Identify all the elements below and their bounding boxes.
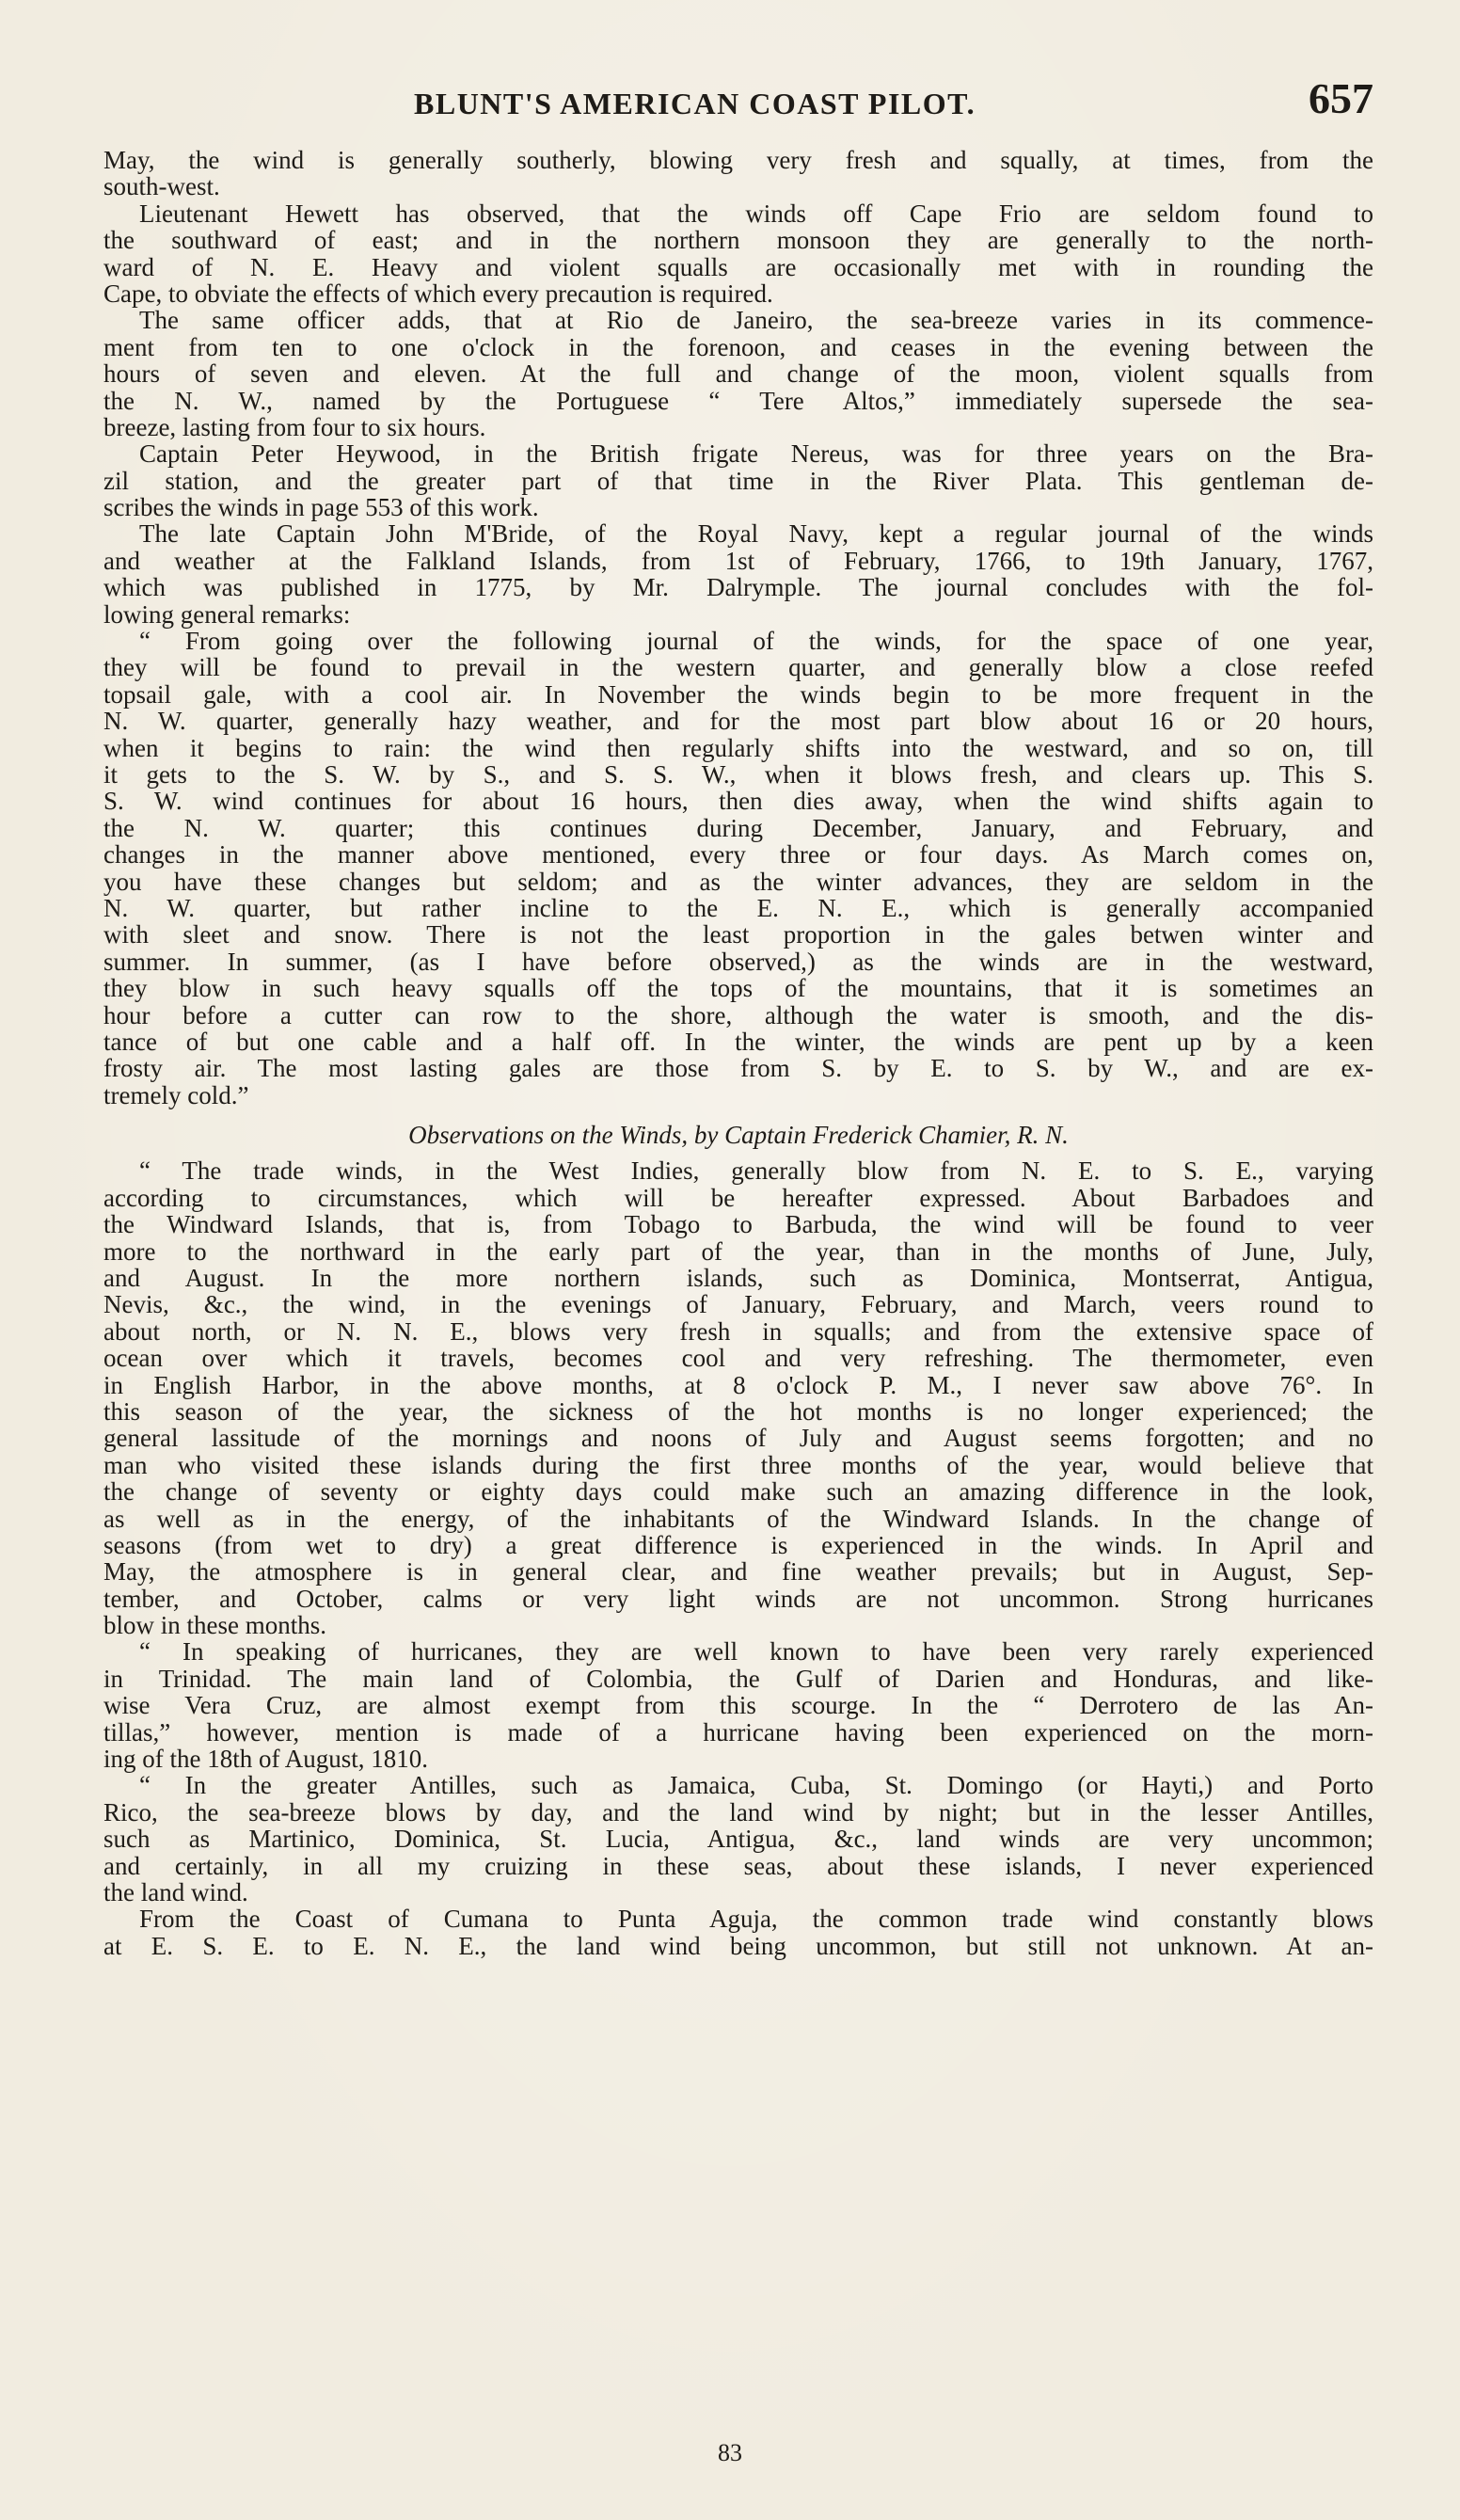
text-line: as well as in the energy, of the inhabitants of the Windward Islands. In the change of bbox=[103, 1504, 1373, 1533]
text-line: lowing general remarks: bbox=[103, 599, 351, 629]
text-line: “ In the greater Antilles, such as Jamaica, Cuba, St. Domingo (or Hayti,) and Porto bbox=[139, 1771, 1373, 1800]
text-line: the N. W. quarter; this continues during December, January, and February, and bbox=[103, 813, 1373, 842]
body-text bbox=[103, 147, 1373, 1959]
text-line: the N. W., named by the Portuguese “ Tere Altos,” immediately supersede the sea- bbox=[103, 386, 1373, 415]
text-line: they blow in such heavy squalls off the tops of the mountains, that it is sometimes an bbox=[103, 974, 1373, 1003]
text-line: the southward of east; and in the northern monsoon they are generally to the north- bbox=[103, 226, 1373, 255]
text-line: hour before a cutter can row to the shore, although the water is smooth, and the dis- bbox=[103, 1000, 1373, 1029]
text-line: and certainly, in all my cruizing in these seas, about these islands, I never experienced bbox=[103, 1851, 1373, 1880]
text-line: according to circumstances, which will be hereafter expressed. About Barbadoes and bbox=[103, 1183, 1373, 1212]
text-line: Cape, to obviate the effects of which every precaution is required. bbox=[103, 279, 773, 308]
text-line: May, the atmosphere is in general clear, and fine weather prevails; but in August, Sep- bbox=[103, 1557, 1373, 1587]
text-line: hours of seven and eleven. At the full and change of the moon, violent squalls from bbox=[103, 359, 1373, 389]
page-header bbox=[103, 73, 1373, 130]
text-line: with sleet and snow. There is not the least proportion in the gales betwen winter and bbox=[103, 920, 1373, 949]
text-line: Lieutenant Hewett has observed, that the winds off Cape Frio are seldom found to bbox=[139, 199, 1373, 228]
text-line: The same officer adds, that at Rio de Janeiro, the sea-breeze varies in its commence- bbox=[139, 306, 1373, 335]
text-line: such as Martinico, Dominica, St. Lucia, Antigua, &c., land winds are very uncommon; bbox=[103, 1825, 1373, 1854]
text-line: the land wind. bbox=[103, 1878, 248, 1906]
text-line: “ The trade winds, in the West Indies, generally blow from N. E. to S. E., varying bbox=[139, 1156, 1373, 1186]
text-line: this season of the year, the sickness of the hot months is no longer experienced; the bbox=[103, 1396, 1373, 1426]
text-line: N. W. quarter, but rather incline to the E. N. E., which is generally accompanied bbox=[103, 893, 1373, 922]
text-line: which was published in 1775, by Mr. Dalrymple. The journal concludes with the fol- bbox=[103, 573, 1373, 602]
text-line: in English Harbor, in the above months, at 8 o'clock P. M., I never saw above 76°. In bbox=[103, 1370, 1373, 1399]
text-line: ing of the 18th of August, 1810. bbox=[103, 1745, 428, 1774]
text-line: tance of but one cable and a half off. In the winter, the winds are pent up by a keen bbox=[103, 1027, 1373, 1056]
text-line: you have these changes but seldom; and as the winter advances, they are seldom in the bbox=[103, 867, 1373, 896]
text-line: general lassitude of the mornings and noons of July and August seems forgotten; and no bbox=[103, 1424, 1373, 1453]
text-line: man who visited these islands during the first three months of the year, would believe that bbox=[103, 1450, 1373, 1479]
text-line: S. W. wind continues for about 16 hours, then dies away, when the wind shifts again to bbox=[103, 787, 1373, 816]
text-line: tremely cold.” bbox=[103, 1080, 249, 1109]
text-line: more to the northward in the early part of the year, than in the months of June, July, bbox=[103, 1236, 1373, 1266]
text-line: Nevis, &c., the wind, in the evenings of January, February, and March, veers round to bbox=[103, 1290, 1373, 1319]
text-line: summer. In summer, (as I have before observed,) as the winds are in the westward, bbox=[103, 947, 1373, 976]
section-heading: Observations on the Winds, by Captain Frederick Chamier, R. N. bbox=[408, 1121, 1069, 1150]
text-line: The late Captain John M'Bride, of the Royal Navy, kept a regular journal of the winds bbox=[139, 519, 1373, 549]
text-line: blow in these months. bbox=[103, 1611, 326, 1640]
text-line: “ From going over the following journal of the winds, for the space of one year, bbox=[139, 627, 1373, 656]
text-line: the Windward Islands, that is, from Tobago to Barbuda, the wind will be found to veer bbox=[103, 1210, 1373, 1239]
signature-mark: 83 bbox=[718, 2439, 742, 2466]
text-line: breeze, lasting from four to six hours. bbox=[103, 412, 486, 441]
text-line: topsail gale, with a cool air. In November the winds begin to be more frequent in the bbox=[103, 679, 1373, 709]
text-line: May, the wind is generally southerly, blowing very fresh and squally, at times, from the bbox=[103, 146, 1373, 174]
text-line: and August. In the more northern islands, such as Dominica, Montserrat, Antigua, bbox=[103, 1264, 1373, 1293]
text-line: when it begins to rain: the wind then regularly shifts into the westward, and so on, till bbox=[103, 733, 1373, 762]
text-line: seasons (from wet to dry) a great difference is experienced in the winds. In April and bbox=[103, 1530, 1373, 1559]
page-number: 657 bbox=[1309, 74, 1373, 122]
text-line: south-west. bbox=[103, 172, 220, 201]
text-line: From the Coast of Cumana to Punta Aguja, the common trade wind constantly blows bbox=[139, 1905, 1373, 1934]
text-line: and weather at the Falkland Islands, from 1st of February, 1766, to 19th January, 1767, bbox=[103, 546, 1373, 575]
text-line: tember, and October, calms or very light winds are not uncommon. Strong hurricanes bbox=[103, 1584, 1373, 1613]
text-line: in Trinidad. The main land of Colombia, the Gulf of Darien and Honduras, and like- bbox=[103, 1664, 1373, 1693]
text-line: at E. S. E. to E. N. E., the land wind being uncommon, but still not unknown. At an- bbox=[103, 1931, 1373, 1960]
text-line: frosty air. The most lasting gales are those from S. by E. to S. by W., and are ex- bbox=[103, 1054, 1373, 1083]
text-line: wise Vera Cruz, are almost exempt from this scourge. In the “ Derrotero de las An- bbox=[103, 1691, 1373, 1720]
text-line: “ In speaking of hurricanes, they are well known to have been very rarely experienced bbox=[139, 1637, 1373, 1667]
text-line: zil station, and the greater part of that time in the River Plata. This gentleman de- bbox=[103, 466, 1373, 495]
text-line: ocean over which it travels, becomes cool and very refreshing. The thermometer, even bbox=[103, 1344, 1373, 1373]
text-line: it gets to the S. W. by S., and S. S. W., when it blows fresh, and clears up. This S. bbox=[103, 759, 1373, 789]
text-line: the change of seventy or eighty days could make such an amazing difference in the look, bbox=[103, 1477, 1373, 1507]
text-line: ward of N. E. Heavy and violent squalls are occasionally met with in rounding the bbox=[103, 252, 1373, 281]
text-line: ment from ten to one o'clock in the forenoon, and ceases in the evening between the bbox=[103, 332, 1373, 361]
text-line: tillas,” however, mention is made of a hurricane having been experienced on the morn- bbox=[103, 1717, 1373, 1746]
running-head: BLUNT'S AMERICAN COAST PILOT. bbox=[414, 87, 976, 120]
text-line: about north, or N. N. E., blows very fresh in squalls; and from the extensive space of bbox=[103, 1316, 1373, 1346]
text-line: changes in the manner above mentioned, every three or four days. As March comes on, bbox=[103, 840, 1373, 869]
text-line: N. W. quarter, generally hazy weather, and for the most part blow about 16 or 20 hours, bbox=[103, 707, 1373, 736]
text-line: Captain Peter Heywood, in the British frigate Nereus, was for three years on the Bra- bbox=[139, 439, 1373, 469]
text-line: scribes the winds in page 553 of this work. bbox=[103, 493, 539, 522]
text-line: Rico, the sea-breeze blows by day, and the land wind by night; but in the lesser Antilles, bbox=[103, 1797, 1373, 1826]
text-line: they will be found to prevail in the western quarter, and generally blow a close reefed bbox=[103, 653, 1373, 682]
